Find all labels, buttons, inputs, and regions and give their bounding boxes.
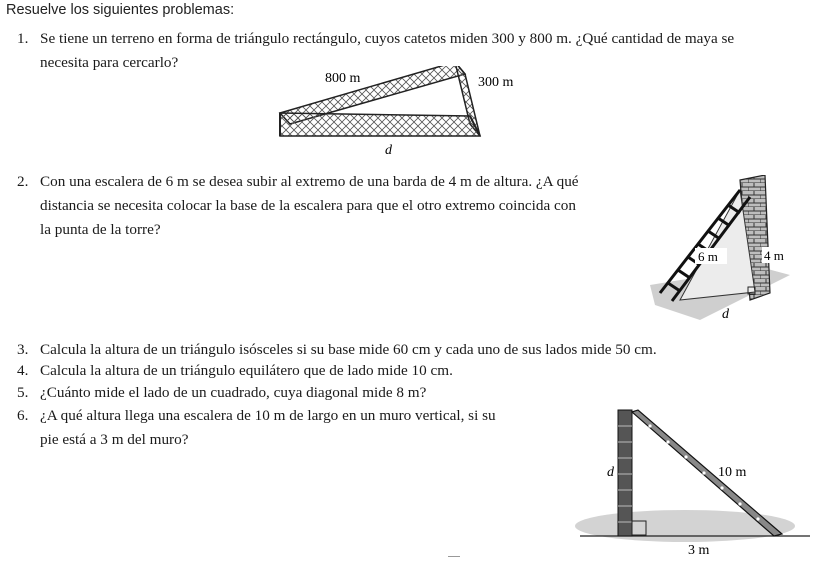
problem-number: 4.: [17, 362, 29, 379]
fence-label-d: d: [385, 143, 392, 158]
vertical-wall: [618, 410, 632, 536]
problem-text-line: ¿Cuánto mide el lado de un cuadrado, cuya diagonal mide 8 m?: [40, 384, 427, 401]
problem-text-line: ¿A qué altura llega una escalera de 10 m de largo en un muro vertical, si su: [40, 407, 496, 424]
problem-number: 5.: [17, 384, 29, 401]
worksheet-header: Resuelve los siguientes problemas:: [6, 2, 235, 18]
problem-text-line: Calcula la altura de un triángulo isósceles si su base mide 60 cm y cada uno de sus lados mide 50 cm.: [40, 341, 657, 358]
problem-text-line: necesita para cercarlo?: [40, 54, 179, 71]
ladder-wall-figure: [640, 175, 805, 330]
fence-label-300: 300 m: [478, 75, 514, 90]
base-label-3m: 3 m: [688, 543, 710, 558]
problem-number: 1.: [17, 30, 29, 47]
fenced-triangle-figure: [270, 66, 530, 162]
problem-number: 3.: [17, 341, 29, 358]
problem-text-line: la punta de la torre?: [40, 221, 161, 238]
height-label-d: d: [607, 465, 614, 480]
problem-text-line: distancia se necesita colocar la base de la escalera para que el otro extremo coincida con: [40, 197, 576, 214]
ladder-wall-figure-2: [570, 404, 815, 559]
problem-text-line: pie está a 3 m del muro?: [40, 431, 189, 448]
fence-label-800: 800 m: [325, 71, 361, 86]
stray-mark: [448, 556, 460, 557]
fence-long-panel: [280, 113, 480, 136]
problem-number: 6.: [17, 407, 29, 424]
problem-text-line: Calcula la altura de un triángulo equilátero que de lado mide 10 cm.: [40, 362, 453, 379]
problem-text-line: Se tiene un terreno en forma de triángulo rectángulo, cuyos catetos miden 300 y 800 m. ¿Qué cantidad de maya se: [40, 30, 735, 47]
ladder-label-6m: 6 m: [698, 249, 718, 264]
wall-label-4m: 4 m: [764, 248, 784, 263]
problem-number: 2.: [17, 173, 29, 190]
problem-text-line: Con una escalera de 6 m se desea subir al extremo de una barda de 4 m de altura. ¿A qué: [40, 173, 579, 190]
base-label-d: d: [722, 307, 729, 322]
ladder-label-10m: 10 m: [718, 465, 747, 480]
